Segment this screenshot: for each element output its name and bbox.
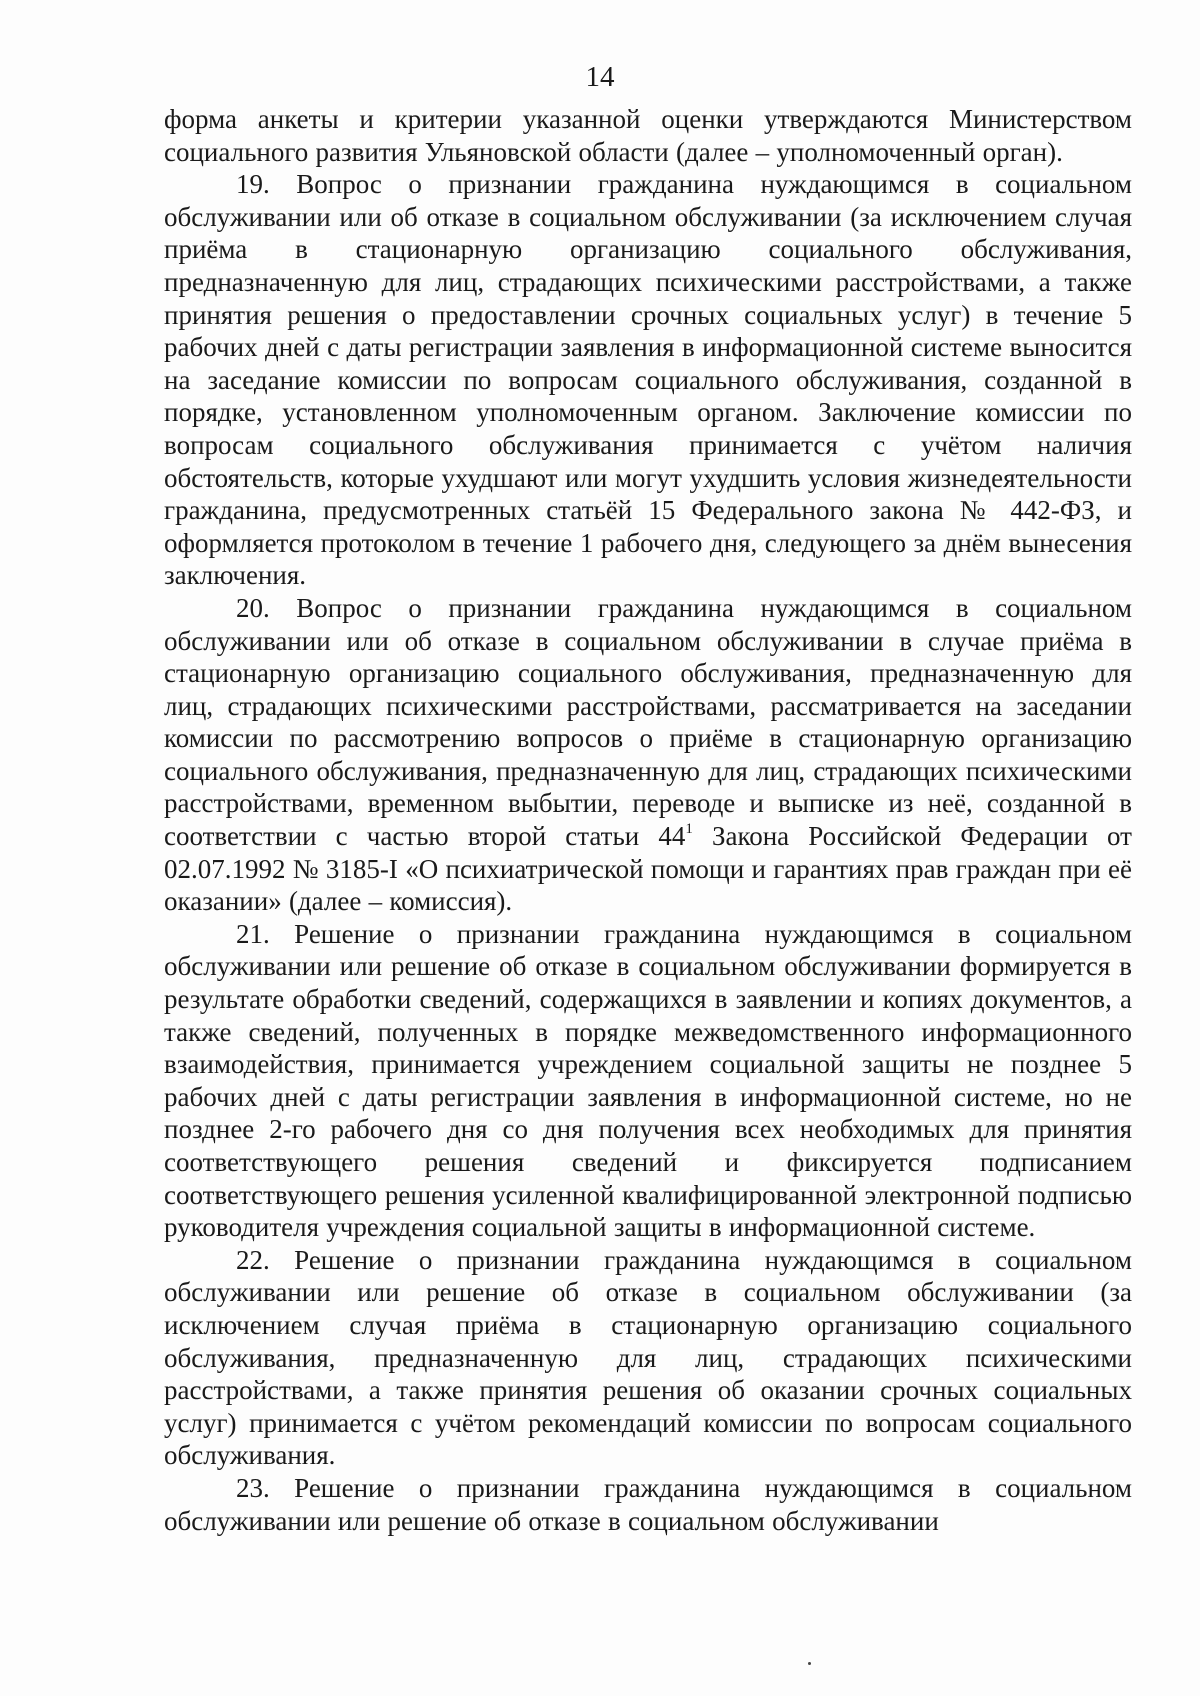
scan-speck bbox=[808, 1662, 811, 1665]
paragraph-number: 22. bbox=[236, 1244, 270, 1275]
paragraph-intro-continuation: форма анкеты и критерии указанной оценки утверждаются Министерством социального развития Ульяновской области (далее – уполномоченный орган). bbox=[164, 104, 1132, 167]
paragraph-number: 23. bbox=[236, 1472, 270, 1503]
paragraph-text: Решение о признании гражданина нуждающимся в социальном обслуживании или решение об отказе в социальном обслуживании bbox=[164, 1472, 1132, 1536]
superscript-footnote-mark: 1 bbox=[685, 821, 693, 838]
paragraph-text: Решение о признании гражданина нуждающимся в социальном обслуживании или решение об отказе в социальном обслуживании формируется в результате обработки сведений, содержащихся в заявлении и копиях документов, а также сведений, полученных в порядке межведомственного информационного взаимодействия, принимается учреждением социальной защиты не позднее 5 рабочих дней с даты регистрации заявления в информационной системе, но не позднее 2-го рабочего дня со дня получения всех необходимых для принятия соответствующего решения сведений и фиксируется подписанием соответствующего решения усиленной квалифицированной электронной подписью руководителя учреждения социальной защиты в информационной системе. bbox=[164, 918, 1132, 1243]
paragraph-21 bbox=[164, 918, 1132, 1244]
paragraph-22 bbox=[164, 1244, 1132, 1472]
document-body bbox=[164, 103, 1132, 1537]
page-number: 14 bbox=[585, 61, 615, 93]
paragraph-number: 21. bbox=[236, 918, 270, 949]
paragraph-number: 19. bbox=[236, 169, 270, 200]
paragraph-text: Вопрос о признании гражданина нуждающимся в социальном обслуживании или об отказе в социальном обслуживании в случае приёма в стационарную организацию социального обслуживания, предназначенную для лиц, страдающих психическими расстройствами, рассматривается на заседании комиссии по рассмотрению вопросов о приёме в стационарную организацию социального обслуживания, предназначенную для лиц, страдающих психическими расстройствами, временном выбытии, переводе и выписке из неё, созданной в соответствии с частью второй статьи 44 bbox=[164, 592, 1132, 852]
paragraph-text-continued: Закона Российской Федерации от 02.07.1992 № 3185-I «О психиатрической помощи и гарантиях прав граждан при её оказании» (далее – комиссия). bbox=[164, 821, 1132, 917]
paragraph-23 bbox=[164, 1472, 1132, 1537]
paragraph-text: Вопрос о признании гражданина нуждающимся в социальном обслуживании или об отказе в социальном обслуживании (за исключением случая приёма в стационарную организацию социального обслуживания, предназначенную для лиц, страдающих психическими расстройствами, а также принятия решения о предоставлении срочных социальных услуг) в течение 5 рабочих дней с даты регистрации заявления в информационной системе выносится на заседание комиссии по вопросам социального обслуживания, созданной в порядке, установленном уполномоченным органом. Заключение комиссии по вопросам социального обслуживания принимается с учётом наличия обстоятельств, которые ухудшают или могут ухудшить условия жизнедеятельности гражданина, предусмотренных статьёй 15 Федерального закона № 442-ФЗ, и оформляется протоколом в течение 1 рабочего дня, следующего за днём вынесения заключения. bbox=[164, 169, 1132, 591]
paragraph-number: 20. bbox=[236, 592, 270, 623]
paragraph-19 bbox=[164, 168, 1132, 592]
paragraph-20 bbox=[164, 592, 1132, 918]
paragraph-text: Решение о признании гражданина нуждающимся в социальном обслуживании или решение об отказе в социальном обслуживании (за исключением случая приёма в стационарную организацию социального обслуживания, предназначенную для лиц, страдающих психическими расстройствами, а также принятия решения об оказании срочных социальных услуг) принимается с учётом рекомендаций комиссии по вопросам социального обслуживания. bbox=[164, 1244, 1132, 1471]
